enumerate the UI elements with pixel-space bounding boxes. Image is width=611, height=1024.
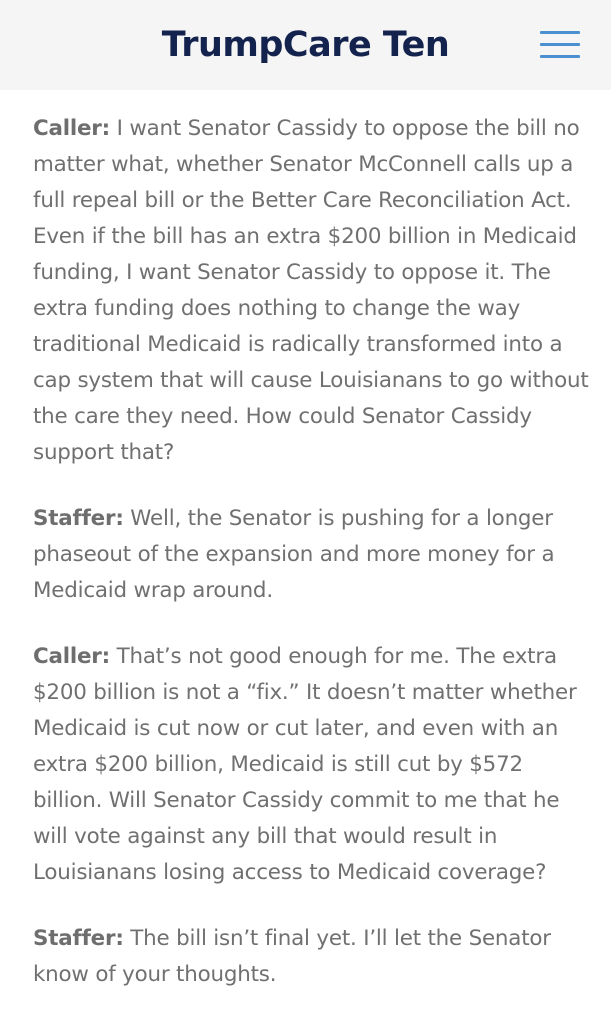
speaker-label: Staffer: [33, 926, 124, 951]
dialogue-text: I want Senator Cassidy to oppose the bill no matter what, whether Senator McConnell calls up a full repeal bill or the Better Care Reconciliation Act. Even if the bill has an extra $200 billion in Medicaid funding, I want Senator Cassidy to oppose it. The extra funding does nothing to change the way traditional Medicaid is radically transformed into a cap system that will cause Louisianans to go without the care they need. How could Senator Cassidy support that? [33, 116, 589, 465]
site-title[interactable]: TrumpCare Ten [161, 25, 450, 65]
menu-bar-top [540, 31, 580, 34]
dialogue-text: That’s not good enough for me. The extra $200 billion is not a “fix.” It doesn’t matter whether Medicaid is cut now or cut later, and even with an extra $200 billion, Medicaid is still cut by $572 billion. Will Senator Cassidy commit to me that he will vote against any bill that would result in Louisianans losing access to Medicaid coverage? [33, 644, 577, 885]
transcript-paragraph-staffer-2 [33, 921, 593, 993]
hamburger-menu-icon[interactable] [540, 31, 580, 59]
transcript-paragraph-caller-1 [33, 111, 593, 471]
article-content [33, 111, 593, 1023]
menu-bar-middle [540, 43, 580, 46]
site-header [0, 0, 611, 90]
dialogue-text: Well, the Senator is pushing for a longer phaseout of the expansion and more money for a Medicaid wrap around. [33, 506, 555, 603]
menu-bar-bottom [540, 55, 580, 58]
speaker-label: Staffer: [33, 506, 124, 531]
dialogue-text: The bill isn’t final yet. I’ll let the Senator know of your thoughts. [33, 926, 551, 987]
speaker-label: Caller: [33, 644, 111, 669]
transcript-paragraph-caller-2 [33, 639, 593, 891]
transcript-paragraph-staffer-1 [33, 501, 593, 609]
speaker-label: Caller: [33, 116, 111, 141]
